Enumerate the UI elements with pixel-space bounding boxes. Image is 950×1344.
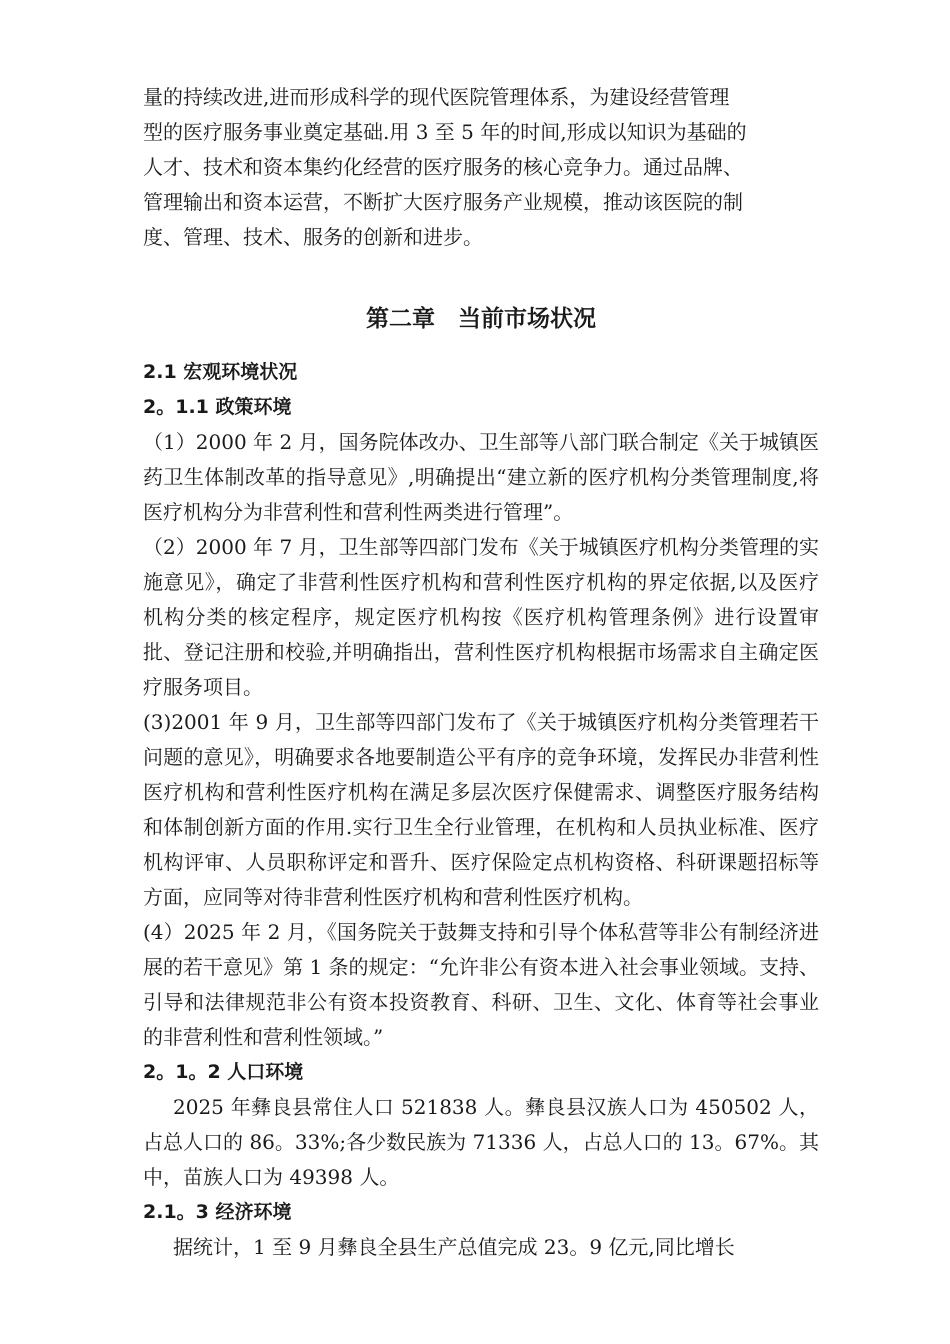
intro-line: 型的医疗服务事业奠定基础.用 3 至 5 年的时间,形成以知识为基础的 — [143, 120, 747, 144]
section-heading-2-1-2: 2。1。2 人口环境 — [143, 1061, 304, 1083]
intro-line: 管理输出和资本运营，不断扩大医疗服务产业规模，推动该医院的制 — [143, 190, 743, 214]
intro-line: 人才、技术和资本集约化经营的医疗服务的核心竞争力。通过品牌、 — [143, 155, 743, 179]
section-heading-2-1-1: 2。1.1 政策环境 — [143, 396, 292, 418]
policy-item-4: (4）2025 年 2 月，《国务院关于鼓舞支持和引导个体私营等非公有制经济进展的若干意见》第 1 条的规定：“允许非公有资本进入社会事业领域。支持、引导和法律规范非公有资本投资教育、科研、卫生、文化、体育等社会事业的非营利性和营利性领域。” — [143, 920, 819, 1049]
section-heading-2-1: 2.1 宏观环境状况 — [143, 361, 298, 383]
population-paragraph: 2025 年彝良县常住人口 521838 人。彝良县汉族人口为 450502 人，占总人口的 86。33%;各少数民族为 71336 人，占总人口的 13。67%。其中，苗族人口为 49398 人。 — [143, 1095, 819, 1189]
policy-item-3: (3)2001 年 9 月，卫生部等四部门发布了《关于城镇医疗机构分类管理若干问题的意见》，明确要求各地要制造公平有序的竞争环境，发挥民办非营利性医疗机构和营利性医疗机构在满足多层次医疗保健需求、调整医疗服务结构和体制创新方面的作用.实行卫生全行业管理，在机构和人员执业标准、医疗机构评审、人员职称评定和晋升、医疗保险定点机构资格、科研课题招标等方面，应同等对待非营利性医疗机构和营利性医疗机构。 — [143, 710, 819, 909]
document-body — [143, 80, 819, 1265]
intro-line: 度、管理、技术、服务的创新和进步。 — [143, 225, 483, 249]
intro-line: 量的持续改进,进而形成科学的现代医院管理体系，为建设经营管理 — [143, 85, 730, 109]
policy-item-2: （2）2000 年 7 月，卫生部等四部门发布《关于城镇医疗机构分类管理的实施意见》，确定了非营利性医疗机构和营利性医疗机构的界定依据,以及医疗机构分类的核定程序，规定医疗机构按《医疗机构管理条例》进行设置审批、登记注册和校验,并明确指出，营利性医疗机构根据市场需求自主确定医疗服务项目。 — [143, 535, 819, 699]
chapter-title: 第二章 当前市场状况 — [366, 306, 596, 332]
section-heading-2-1-3: 2.1。3 经济环境 — [143, 1201, 292, 1223]
policy-item-1: （1）2000 年 2 月，国务院体改办、卫生部等八部门联合制定《关于城镇医药卫生体制改革的指导意见》,明确提出“建立新的医疗机构分类管理制度,将医疗机构分为非营利性和营利性两类进行管理”。 — [143, 430, 819, 524]
economy-paragraph: 据统计，1 至 9 月彝良全县生产总值完成 23。9 亿元,同比增长 — [173, 1235, 735, 1259]
